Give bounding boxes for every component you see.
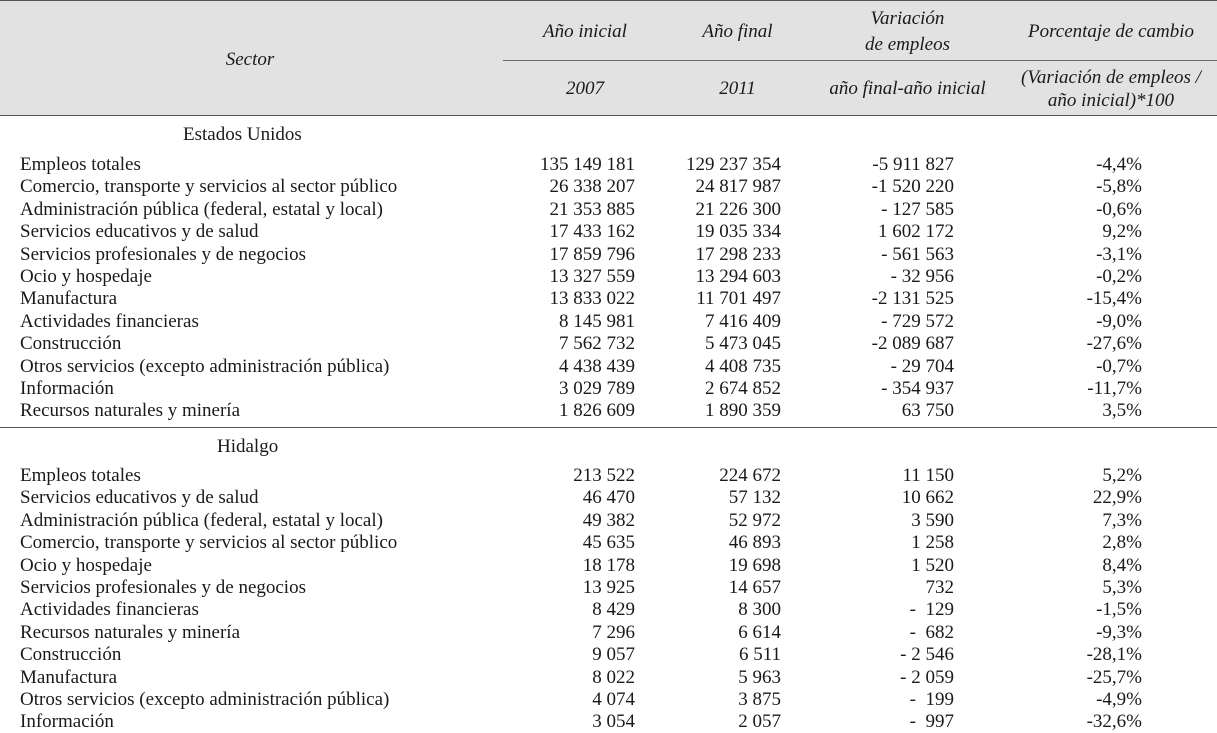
initial-year-cell: 45 635 (582, 532, 635, 554)
initial-year-cell: 49 382 (582, 509, 635, 531)
sector-cell: Comercio, transporte y servicios al sector público (20, 176, 398, 198)
table-row (0, 577, 1217, 599)
variation-cell: -2 131 525 (871, 288, 954, 310)
initial-year-cell: 18 178 (582, 554, 635, 576)
variation-cell: - 127 585 (881, 198, 954, 220)
initial-year-cell: 7 296 (592, 621, 635, 643)
header-ano-final: Año final (702, 21, 773, 42)
initial-year-cell: 8 145 981 (559, 310, 635, 332)
percent-change-cell: -4,4% (1096, 154, 1142, 175)
sector-cell: Construcción (20, 644, 122, 666)
percent-change-cell: -0,6% (1096, 198, 1142, 220)
variation-cell: 1 602 172 (878, 221, 954, 243)
final-year-cell: 46 893 (728, 532, 781, 554)
sector-cell: Manufactura (20, 666, 118, 688)
final-year-cell: 19 035 334 (695, 221, 781, 243)
table-row (0, 176, 1217, 198)
final-year-cell: 19 698 (728, 554, 781, 576)
initial-year-cell: 1 826 609 (559, 400, 635, 422)
percent-change-cell: 22,9% (1092, 487, 1142, 509)
table-row (0, 532, 1217, 554)
sector-cell: Empleos totales (20, 154, 141, 175)
sector-cell: Otros servicios (excepto administración pública) (20, 689, 390, 710)
initial-year-cell: 21 353 885 (549, 198, 635, 220)
percent-change-cell: 5,2% (1102, 465, 1142, 486)
sector-cell: Ocio y hospedaje (20, 554, 152, 576)
table-row (0, 288, 1217, 310)
sector-cell: Administración pública (federal, estatal y local) (20, 198, 383, 220)
final-year-cell: 129 237 354 (686, 154, 781, 175)
variation-cell: - 2 059 (900, 666, 954, 688)
final-year-cell: 24 817 987 (695, 176, 781, 198)
percent-change-cell: -11,7% (1087, 378, 1142, 399)
table-row (0, 244, 1217, 266)
variation-cell: - 354 937 (881, 378, 954, 399)
initial-year-cell: 8 429 (592, 599, 635, 621)
header-porcentaje: Porcentaje de cambio (1027, 21, 1195, 42)
percent-change-cell: 5,3% (1102, 577, 1142, 598)
percent-change-cell: -15,4% (1086, 288, 1142, 310)
final-year-cell: 6 614 (738, 621, 781, 643)
percent-change-cell: -9,3% (1096, 621, 1142, 643)
final-year-cell: 5 963 (738, 666, 781, 688)
table-row (0, 378, 1217, 400)
initial-year-cell: 17 859 796 (549, 243, 635, 265)
final-year-cell: 7 416 409 (705, 310, 781, 332)
final-year-cell: 21 226 300 (695, 198, 781, 220)
table-row (0, 644, 1217, 666)
initial-year-cell: 8 022 (592, 666, 635, 688)
table-row (0, 199, 1217, 221)
sector-cell: Información (20, 711, 114, 733)
table-header (0, 0, 1217, 116)
header-2007: 2007 (566, 78, 604, 99)
header-variacion-line2: de empleos (865, 34, 950, 55)
final-year-cell: 14 657 (728, 577, 781, 598)
sector-cell: Ocio y hospedaje (20, 266, 152, 287)
initial-year-cell: 9 057 (592, 644, 635, 666)
table-row (0, 221, 1217, 243)
percent-change-cell: -9,0% (1096, 310, 1142, 332)
table-row (0, 465, 1217, 487)
final-year-cell: 4 408 735 (705, 355, 781, 377)
variation-cell: - 129 (909, 599, 954, 621)
header-2011: 2011 (719, 78, 756, 99)
variation-cell: - 2 546 (900, 644, 954, 666)
header-sector: Sector (225, 49, 275, 70)
sector-cell: Servicios educativos y de salud (20, 221, 259, 243)
final-year-cell: 2 057 (738, 711, 781, 733)
initial-year-cell: 3 054 (592, 711, 635, 733)
variation-cell: - 682 (909, 621, 954, 643)
initial-year-cell: 13 327 559 (549, 266, 635, 287)
percent-change-cell: -4,9% (1096, 689, 1142, 710)
sector-cell: Otros servicios (excepto administración pública) (20, 355, 390, 377)
table-row (0, 599, 1217, 621)
sector-cell: Actividades financieras (20, 310, 199, 332)
header-ano-inicial: Año inicial (543, 21, 627, 42)
variation-cell: - 729 572 (881, 310, 954, 332)
final-year-cell: 57 132 (728, 487, 781, 509)
initial-year-cell: 3 029 789 (559, 378, 635, 399)
percent-change-cell: -5,8% (1096, 176, 1142, 198)
percent-change-cell: -0,7% (1096, 355, 1142, 377)
table-row (0, 333, 1217, 355)
variation-cell: 63 750 (901, 400, 954, 422)
section-title-hidalgo: Hidalgo (217, 436, 279, 457)
sector-cell: Servicios educativos y de salud (20, 487, 259, 509)
initial-year-cell: 213 522 (573, 465, 635, 486)
percent-change-cell: 3,5% (1102, 400, 1142, 422)
percent-change-cell: -32,6% (1086, 711, 1142, 733)
sector-cell: Actividades financieras (20, 599, 199, 621)
variation-cell: - 29 704 (890, 355, 954, 377)
final-year-cell: 1 890 359 (705, 400, 781, 422)
table-row (0, 266, 1217, 288)
header-divider (503, 60, 1217, 61)
final-year-cell: 224 672 (719, 465, 781, 486)
variation-cell: 11 150 (902, 465, 954, 486)
header-porcentaje-formula-line1: (Variación de empleos / (1021, 67, 1201, 88)
variation-cell: - 32 956 (890, 266, 954, 287)
initial-year-cell: 17 433 162 (549, 221, 635, 243)
initial-year-cell: 13 833 022 (549, 288, 635, 310)
table-row (0, 487, 1217, 509)
table-row (0, 622, 1217, 644)
section-divider (0, 427, 1217, 428)
variation-cell: -2 089 687 (871, 333, 954, 355)
percent-change-cell: 7,3% (1102, 509, 1142, 531)
sector-cell: Recursos naturales y minería (20, 621, 241, 643)
initial-year-cell: 46 470 (582, 487, 635, 509)
percent-change-cell: 9,2% (1102, 221, 1142, 243)
variation-cell: 3 590 (911, 509, 954, 531)
table-row (0, 711, 1217, 733)
final-year-cell: 3 875 (738, 689, 781, 710)
initial-year-cell: 13 925 (582, 577, 635, 598)
variation-cell: 732 (925, 577, 954, 598)
table-row (0, 510, 1217, 532)
percent-change-cell: 2,8% (1102, 532, 1142, 554)
table-row (0, 555, 1217, 577)
table-row (0, 356, 1217, 378)
final-year-cell: 5 473 045 (705, 333, 781, 355)
variation-cell: 1 520 (911, 554, 954, 576)
section-title-estados-unidos: Estados Unidos (183, 124, 302, 145)
table-row (0, 689, 1217, 711)
final-year-cell: 11 701 497 (696, 288, 781, 310)
table-row (0, 667, 1217, 689)
sector-cell: Construcción (20, 333, 122, 355)
sector-cell: Comercio, transporte y servicios al sector público (20, 532, 398, 554)
percent-change-cell: -0,2% (1096, 266, 1142, 287)
sector-cell: Recursos naturales y minería (20, 400, 241, 422)
header-variacion-line1: Variación (870, 8, 945, 29)
sector-cell: Información (20, 378, 114, 399)
table-row (0, 311, 1217, 333)
final-year-cell: 17 298 233 (695, 243, 781, 265)
initial-year-cell: 4 074 (592, 689, 635, 710)
sector-cell: Manufactura (20, 288, 118, 310)
sector-cell: Servicios profesionales y de negocios (20, 243, 306, 265)
header-porcentaje-formula-line2: año inicial)*100 (1047, 90, 1175, 111)
final-year-cell: 2 674 852 (705, 378, 781, 399)
percent-change-cell: 8,4% (1102, 554, 1142, 576)
variation-cell: - 561 563 (881, 243, 954, 265)
final-year-cell: 6 511 (738, 644, 781, 666)
sector-cell: Administración pública (federal, estatal y local) (20, 509, 383, 531)
initial-year-cell: 26 338 207 (549, 176, 635, 198)
initial-year-cell: 7 562 732 (559, 333, 635, 355)
initial-year-cell: 4 438 439 (559, 355, 635, 377)
variation-cell: 1 258 (911, 532, 954, 554)
percent-change-cell: -25,7% (1086, 666, 1142, 688)
sector-cell: Empleos totales (20, 465, 141, 486)
variation-cell: 10 662 (901, 487, 954, 509)
percent-change-cell: -1,5% (1096, 599, 1142, 621)
final-year-cell: 8 300 (738, 599, 781, 621)
final-year-cell: 52 972 (728, 509, 781, 531)
percent-change-cell: -28,1% (1086, 644, 1142, 666)
variation-cell: -5 911 827 (872, 154, 954, 175)
percent-change-cell: -27,6% (1086, 333, 1142, 355)
variation-cell: - 199 (909, 689, 954, 710)
final-year-cell: 13 294 603 (695, 266, 781, 287)
header-variacion-formula: año final-año inicial (829, 78, 986, 99)
table-row (0, 154, 1217, 176)
variation-cell: - 997 (909, 711, 954, 733)
sector-cell: Servicios profesionales y de negocios (20, 577, 306, 598)
variation-cell: -1 520 220 (871, 176, 954, 198)
initial-year-cell: 135 149 181 (540, 154, 635, 175)
percent-change-cell: -3,1% (1096, 243, 1142, 265)
table-row (0, 400, 1217, 422)
